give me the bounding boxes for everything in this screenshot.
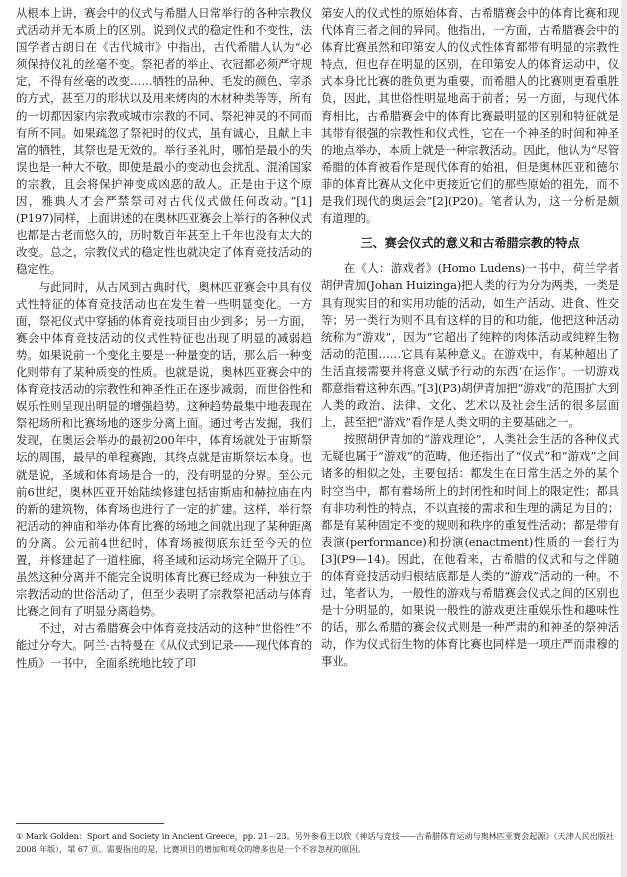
right-paragraph-2: 在《人：游戏者》(Homo Ludens)一书中，荷兰学者胡伊青加(Johan Huizinga)把人类的行为分为两类，一类是具有现实目的和实用功能的活动，如生产活动、进食、性交等；另一类行为则不具有这样的目的和功能，他把这种活动统称为“游戏”，因为“它超出了纯粹的肉体活动或纯粹生物活动的范围……它具有某种意义。在游戏中，有某种超出了生活直接需要并将意义赋予行动的东西‘在运作’。一切游戏都意指着这种东西。”[3](P3)胡伊青加把“游戏”的范围扩大到人类的政治、法律、文化、艺术以及社会生活的很多层面上，甚至把“游戏”看作是人类文明的主要基础之一。: [321, 261, 619, 430]
left-paragraph-2: 与此同时，从古风到古典时代，奥林匹亚赛会中具有仪式性特征的体育竞技活动也在发生着一些明显变化。一方面，祭祀仪式中穿插的体育竞技项目由少到多；另一方面，赛会中体育竞技活动的仪式性特征也出现了明显的减弱趋势。如果说前一个变化主要是一种量变的话，那么后一种变化则带有了某种质变的性质。也就是说，奥林匹亚赛会中的体育竞技活动的宗教性和神圣性正在逐步减弱，而世俗性和娱乐性则呈现出明显的增强趋势。这种趋势最集中地表现在祭祀场所和比赛场地的逐步分离上面。通过考古发掘，我们发现，在奥运会举办的最初200年中，体育场就处于宙斯祭坛的周围，最早的单程赛跑，其终点就是宙斯祭坛本身。也就是说，圣域和体育场是合一的，没有明显的分界。至公元前6世纪，奥林匹亚开始陆续修建包括宙斯庙和赫拉庙在内的新的建筑物，体育场也进行了一定的扩建。这样，举行祭祀活动的神庙和举办体育比赛的场地之间就出现了某种距离的分离。公元前4世纪时，体育场被彻底东迁至今天的位置，并修建起了一道柱廊，将圣域和运动场完全隔开了①。虽然这种分离并不能完全说明体育比赛已经成为一种独立于宗教活动的世俗活动了，但至少表明了宗教祭祀活动与体育比赛之间有了明显分离趋势。: [16, 279, 312, 619]
section-heading: 三、赛会仪式的意义和古希腊宗教的特点: [360, 236, 580, 251]
footnote: ① Mark Golden：Sport and Society in Ancient Greece，pp. 21－23。另外参看王以欣《神话与竞技——古希腊体育运动与奥林匹亚赛会起源》（天津人民出版社 2008 年版），第 67 页。需要指出的是，比赛项目的增加和观众的增多也是一个不容忽视的原因。: [16, 831, 614, 854]
right-paragraph-1: 第安人的仪式性的原始体育、古希腊赛会中的体育比赛和现代体育三者之间的异同。他指出，一方面，古希腊赛会中的体育比赛虽然和印第安人的仪式性体育都带有明显的宗教性特点，但也存在明显的区别，在印第安人的体育运动中，仪式本身比比赛的胜负更为重要，而希腊人的比赛则更看重胜负，因此，其世俗性明显地高于前者；另一方面，与现代体育相比，古希腊赛会中的体育比赛最明显的区别和特征就是其带有很强的宗教性和仪式性，它在一个神圣的时间和神圣的地点举办，本质上就是一种宗教活动。因此，他认为“尽管希腊的体育被看作是现代体育的始祖，但是奥林匹亚和德尔菲的体育比赛从文化中更接近它们的那些原始的祖先，而不是我们现代的奥运会”[2](P20)。笔者认为，这一分析是颇有道理的。: [321, 6, 619, 226]
right-column: [321, 5, 619, 671]
left-paragraph-1: 从根本上讲，赛会中的仪式与希腊人日常举行的各种宗教仪式活动并无本质上的区别。说到仪式的稳定性和不变性，法国学者古朗日在《古代城市》中指出，古代希腊人认为“必须保持仪礼的丝毫不变。祭祀者的举止、衣冠都必须严守规定，不得有丝毫的改变……牺牲的品种、毛发的颜色、宰杀的方式，甚至刀的形状以及用来烤肉的木材种类等等，所有的一切都因家内宗教或城市宗教的不同、祭祀神灵的不同而有所不同。如果疏忽了祭祀时的仪式，虽有诚心，且献上丰富的牺牲，其祭也是无效的。举行圣礼时，哪怕是最小的失误也是一种大不敬。即使是最小的变动也会扰乱、混淆国家的宗教，且会将保护神变成凶恶的敌人。正是由于这个原因，雅典人才会严禁祭司对古代仪式做任何改动。”[1](P197)同样，上面讲述的在奥林匹亚赛会上举行的各种仪式也都是古老而悠久的，历时数百年甚至上千年也没有太大的改变。总之，宗教仪式的稳定性也就决定了体育竞技活动的稳定性。: [16, 6, 312, 277]
right-paragraph-3: 按照胡伊青加的“游戏理论”，人类社会生活的各种仪式无疑也属于“游戏”的范畴，他还指出了“仪式”和“游戏”之间诸多的相似之处，主要包括：都发生在日常生活之外的某个时空当中，都有着场所上的封闭性和时间上的限定性；都具有非功利性的特点，不以直接的需求和生理的满足为目的；都是有某种固定不变的规则和秩序的重复性活动；都是带有表演(performance)和扮演(enactment)性质的一套行为[3](P9—14)。因此，在他看来，古希腊的仪式和与之伴随的体育竞技活动归根结底都是人类的“游戏”活动的一种。不过，笔者认为，一般性的游戏与希腊赛会仪式之间的区别也是十分明显的，如果说一般性的游戏更注重娱乐性和趣味性的话，那么希腊的赛会仪式则是一种严肃的和神圣的祭神活动，作为仪式衍生物的体育比赛也同样是一项庄严而肃穆的事业。: [321, 432, 619, 669]
scrollbar-track[interactable]: [621, 0, 627, 877]
left-column: [16, 5, 312, 672]
left-paragraph-3: 不过，对古希腊赛会中体育竞技活动的这种“世俗性”不能过分夸大。阿兰·古特曼在《从仪式到记录——现代体育的性质》一书中，全面系统地比较了印: [16, 621, 312, 670]
footnote-divider: [16, 823, 164, 824]
